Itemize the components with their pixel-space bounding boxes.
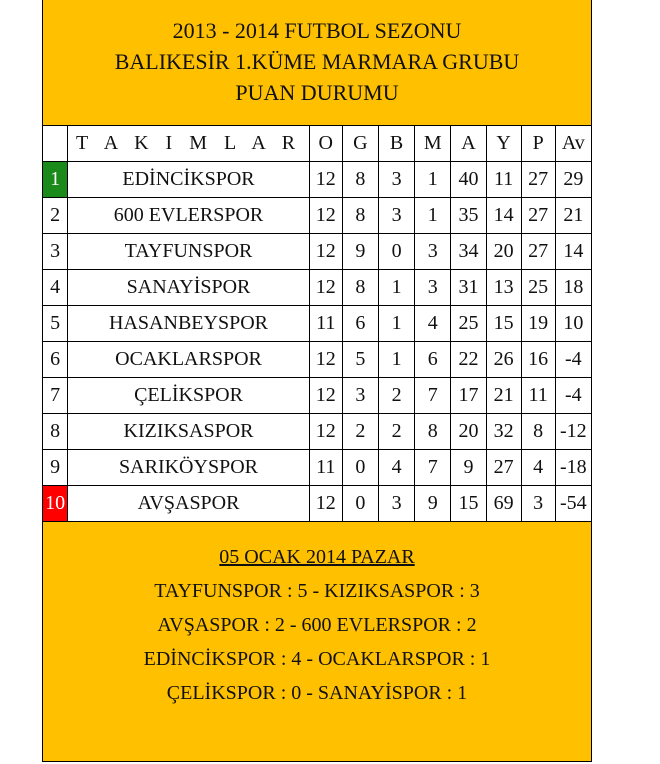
standings-table (42, 125, 592, 522)
goals-for-cell: 31 (451, 270, 486, 306)
rank-cell: 10 (43, 486, 68, 522)
won-cell: 5 (342, 342, 378, 378)
rank-cell: 6 (43, 342, 68, 378)
drawn-cell: 3 (378, 198, 414, 234)
won-cell: 0 (342, 486, 378, 522)
lost-cell: 9 (415, 486, 451, 522)
lost-cell: 1 (415, 198, 451, 234)
played-cell: 12 (309, 270, 342, 306)
col-header-won: G (342, 126, 378, 162)
drawn-cell: 3 (378, 486, 414, 522)
played-cell: 12 (309, 342, 342, 378)
title-block (43, 0, 591, 125)
table-row (43, 234, 592, 270)
won-cell: 0 (342, 450, 378, 486)
fixtures-block (43, 522, 591, 710)
col-header-goals-against: Y (486, 126, 521, 162)
points-cell: 3 (521, 486, 555, 522)
played-cell: 12 (309, 234, 342, 270)
goals-against-cell: 32 (486, 414, 521, 450)
rank-cell: 9 (43, 450, 68, 486)
goals-for-cell: 17 (451, 378, 486, 414)
average-cell: 21 (555, 198, 591, 234)
rank-cell: 5 (43, 306, 68, 342)
table-row (43, 342, 592, 378)
table-row (43, 162, 592, 198)
average-cell: 10 (555, 306, 591, 342)
points-cell: 27 (521, 162, 555, 198)
goals-against-cell: 20 (486, 234, 521, 270)
team-name-cell: SARIKÖYSPOR (68, 450, 310, 486)
drawn-cell: 4 (378, 450, 414, 486)
drawn-cell: 0 (378, 234, 414, 270)
goals-against-cell: 13 (486, 270, 521, 306)
team-name-cell: AVŞASPOR (68, 486, 310, 522)
goals-against-cell: 69 (486, 486, 521, 522)
played-cell: 12 (309, 486, 342, 522)
lost-cell: 1 (415, 162, 451, 198)
played-cell: 12 (309, 414, 342, 450)
team-name-cell: 600 EVLERSPOR (68, 198, 310, 234)
lost-cell: 8 (415, 414, 451, 450)
table-row (43, 378, 592, 414)
goals-for-cell: 20 (451, 414, 486, 450)
goals-for-cell: 34 (451, 234, 486, 270)
team-name-cell: HASANBEYSPOR (68, 306, 310, 342)
col-header-team: T A K I M L A R (68, 126, 310, 162)
rank-cell: 1 (43, 162, 68, 198)
points-cell: 19 (521, 306, 555, 342)
lost-cell: 7 (415, 450, 451, 486)
rank-header (43, 126, 68, 162)
points-cell: 11 (521, 378, 555, 414)
lost-cell: 3 (415, 270, 451, 306)
won-cell: 6 (342, 306, 378, 342)
points-cell: 27 (521, 234, 555, 270)
league-title: BALIKESİR 1.KÜME MARMARA GRUBU (114, 49, 520, 74)
played-cell: 11 (309, 450, 342, 486)
goals-against-cell: 14 (486, 198, 521, 234)
table-row (43, 306, 592, 342)
lost-cell: 4 (415, 306, 451, 342)
points-cell: 16 (521, 342, 555, 378)
won-cell: 8 (342, 270, 378, 306)
drawn-cell: 2 (378, 414, 414, 450)
standings-title: PUAN DURUMU (235, 80, 399, 105)
played-cell: 12 (309, 378, 342, 414)
rank-cell: 4 (43, 270, 68, 306)
fixture-result: AVŞASPOR : 2 - 600 EVLERSPOR : 2 (157, 614, 477, 636)
played-cell: 11 (309, 306, 342, 342)
lost-cell: 7 (415, 378, 451, 414)
col-header-average: Av (555, 126, 591, 162)
col-header-drawn: B (378, 126, 414, 162)
goals-against-cell: 15 (486, 306, 521, 342)
points-cell: 27 (521, 198, 555, 234)
average-cell: -4 (555, 378, 591, 414)
average-cell: -54 (555, 486, 591, 522)
won-cell: 2 (342, 414, 378, 450)
col-header-points: P (521, 126, 555, 162)
won-cell: 8 (342, 198, 378, 234)
col-header-played: O (309, 126, 342, 162)
average-cell: -18 (555, 450, 591, 486)
table-row (43, 450, 592, 486)
rank-cell: 3 (43, 234, 68, 270)
points-cell: 4 (521, 450, 555, 486)
fixture-result: ÇELİKSPOR : 0 - SANAYİSPOR : 1 (166, 682, 468, 704)
goals-against-cell: 21 (486, 378, 521, 414)
rank-cell: 2 (43, 198, 68, 234)
average-cell: 14 (555, 234, 591, 270)
played-cell: 12 (309, 198, 342, 234)
points-cell: 8 (521, 414, 555, 450)
lost-cell: 6 (415, 342, 451, 378)
drawn-cell: 1 (378, 306, 414, 342)
played-cell: 12 (309, 162, 342, 198)
team-name-cell: OCAKLARSPOR (68, 342, 310, 378)
table-row (43, 198, 592, 234)
season-title: 2013 - 2014 FUTBOL SEZONU (172, 18, 462, 43)
average-cell: 18 (555, 270, 591, 306)
table-row (43, 486, 592, 522)
average-cell: -4 (555, 342, 591, 378)
drawn-cell: 1 (378, 342, 414, 378)
goals-for-cell: 22 (451, 342, 486, 378)
won-cell: 3 (342, 378, 378, 414)
team-name-cell: TAYFUNSPOR (68, 234, 310, 270)
won-cell: 9 (342, 234, 378, 270)
lost-cell: 3 (415, 234, 451, 270)
fixture-date: 05 OCAK 2014 PAZAR (219, 546, 415, 568)
table-row (43, 270, 592, 306)
standings-sheet (42, 0, 592, 762)
goals-for-cell: 15 (451, 486, 486, 522)
team-name-cell: ÇELİKSPOR (68, 378, 310, 414)
col-header-lost: M (415, 126, 451, 162)
goals-for-cell: 35 (451, 198, 486, 234)
col-header-goals-for: A (451, 126, 486, 162)
drawn-cell: 2 (378, 378, 414, 414)
fixture-result: TAYFUNSPOR : 5 - KIZIKSASPOR : 3 (154, 580, 480, 602)
table-row (43, 414, 592, 450)
rank-cell: 7 (43, 378, 68, 414)
goals-against-cell: 26 (486, 342, 521, 378)
average-cell: 29 (555, 162, 591, 198)
fixture-result: EDİNCİKSPOR : 4 - OCAKLARSPOR : 1 (143, 648, 491, 670)
table-header-row (43, 126, 592, 162)
drawn-cell: 3 (378, 162, 414, 198)
goals-for-cell: 25 (451, 306, 486, 342)
team-name-cell: SANAYİSPOR (68, 270, 310, 306)
points-cell: 25 (521, 270, 555, 306)
team-name-cell: KIZIKSASPOR (68, 414, 310, 450)
drawn-cell: 1 (378, 270, 414, 306)
team-name-cell: EDİNCİKSPOR (68, 162, 310, 198)
goals-for-cell: 40 (451, 162, 486, 198)
goals-against-cell: 27 (486, 450, 521, 486)
goals-for-cell: 9 (451, 450, 486, 486)
won-cell: 8 (342, 162, 378, 198)
average-cell: -12 (555, 414, 591, 450)
goals-against-cell: 11 (486, 162, 521, 198)
rank-cell: 8 (43, 414, 68, 450)
